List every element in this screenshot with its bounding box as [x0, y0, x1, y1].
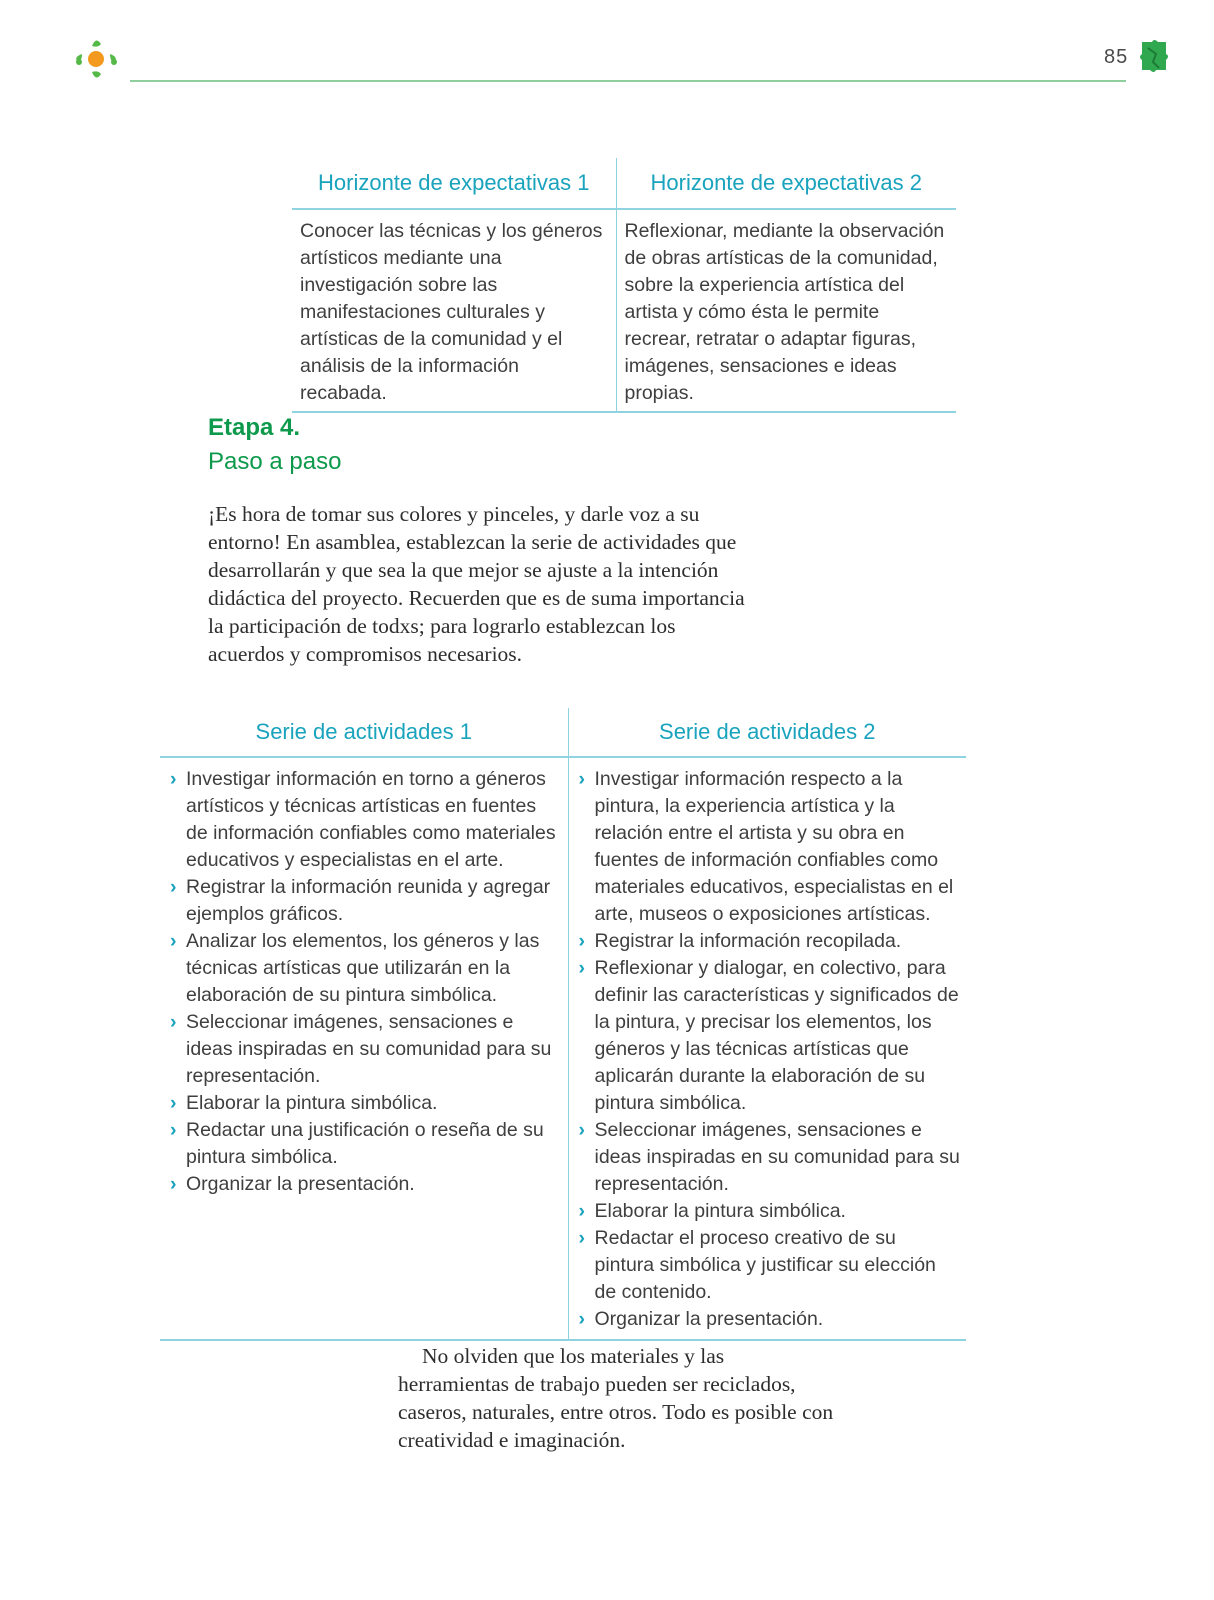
intro-paragraph: ¡Es hora de tomar sus colores y pinceles, y darle voz a su entorno! En asamblea, establezcan la serie de actividades que desarrollarán y que sea la que mejor se ajuste a la intención didáctica del proyecto. Recuerden que es de suma importancia la participación de todxs; para lograrlo establezcan los acuerdos y compromisos necesarios. [208, 502, 745, 666]
activity-item: › Redactar una justificación o reseña de su pintura simbólica. [168, 1117, 562, 1171]
page-number: 85 [1104, 46, 1129, 68]
activity-item: › Seleccionar imágenes, sensaciones e ideas inspiradas en su comunidad para su representación. [168, 1009, 562, 1090]
horizon-header-2: Horizonte de expectativas 2 [616, 158, 956, 209]
flower-logo-icon [72, 34, 124, 86]
activity-item: › Analizar los elementos, los géneros y las técnicas artísticas que utilizarán en la elaboración de su pintura simbólica. [168, 928, 562, 1009]
header-rule [130, 80, 1126, 82]
series-header-1: Serie de actividades 1 [160, 708, 568, 757]
activity-item: › Elaborar la pintura simbólica. [168, 1090, 562, 1117]
stage-title: Etapa 4. [208, 414, 301, 441]
activity-item: › Registrar la información recopilada. [577, 928, 961, 955]
series-col-1 [160, 757, 568, 1340]
activity-item: › Elaborar la pintura simbólica. [577, 1198, 961, 1225]
activity-item: › Seleccionar imágenes, sensaciones e ideas inspiradas en su comunidad para su representación. [577, 1117, 961, 1198]
horizon-header-1: Horizonte de expectativas 1 [292, 158, 616, 209]
series-col-2 [568, 757, 966, 1340]
stage-subtitle: Paso a paso [208, 448, 342, 475]
activity-item: › Organizar la presentación. [577, 1306, 961, 1333]
series-header-2: Serie de actividades 2 [568, 708, 966, 757]
activities-table [160, 708, 966, 1341]
activity-item: › Investigar información en torno a géneros artísticos y técnicas artísticas en fuentes de información confiables como materiales educativos y especialistas en el arte. [168, 766, 562, 874]
horizons-table [292, 158, 956, 413]
activity-item: › Investigar información respecto a la pintura, la experiencia artística y la relación entre el artista y su obra en fuentes de información confiables como materiales educativos, especialistas en el arte, museos o exposiciones artísticas. [577, 766, 961, 928]
horizon-cell-2: Reflexionar, mediante la observación de obras artísticas de la comunidad, sobre la experiencia artística del artista y cómo ésta le permite recrear, retratar o adaptar figuras, imágenes, sensaciones e ideas propias. [616, 209, 956, 412]
green-puzzle-icon [1136, 38, 1170, 76]
activity-item: › Redactar el proceso creativo de su pintura simbólica y justificar su elección de contenido. [577, 1225, 961, 1306]
activity-item: › Registrar la información reunida y agregar ejemplos gráficos. [168, 874, 562, 928]
activity-item: › Organizar la presentación. [168, 1171, 562, 1198]
closing-paragraph: No olviden que los materiales y las herramientas de trabajo pueden ser reciclados, caseros, naturales, entre otros. Todo es posible con creatividad e imaginación. [398, 1344, 834, 1452]
activity-item: › Reflexionar y dialogar, en colectivo, para definir las características y significados de la pintura, y precisar los elementos, los géneros y las técnicas artísticas que aplicarán durante la elaboración de su pintura simbólica. [577, 955, 961, 1117]
horizon-cell-1: Conocer las técnicas y los géneros artísticos mediante una investigación sobre las manifestaciones culturales y artísticas de la comunidad y el análisis de la información recabada. [292, 209, 616, 412]
